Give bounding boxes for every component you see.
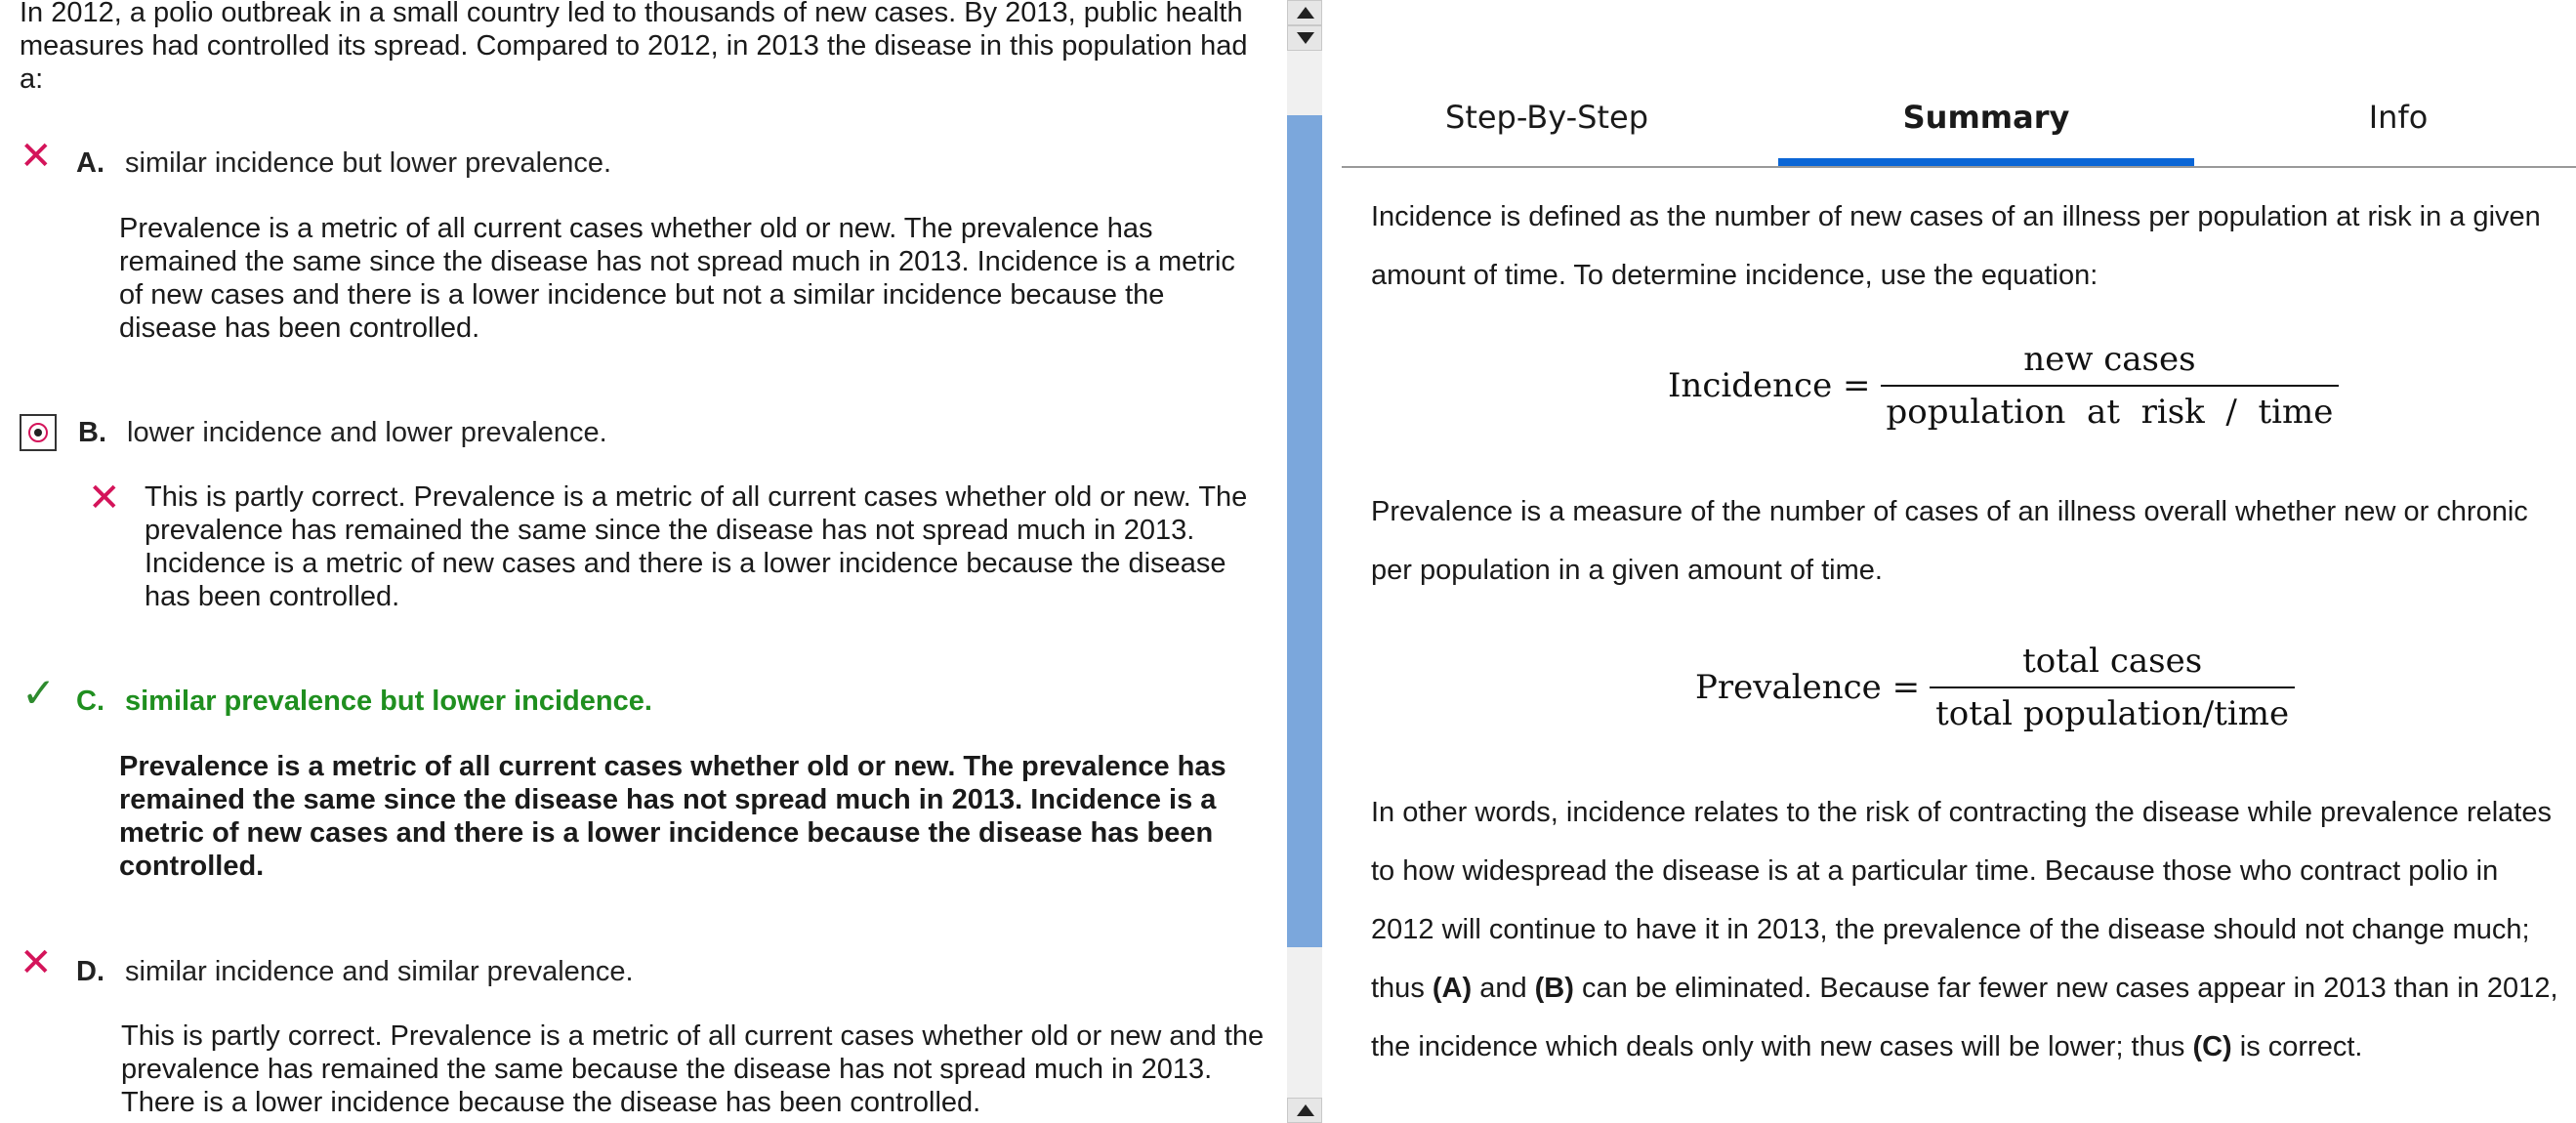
tab-summary[interactable]: Summary (1902, 99, 2070, 136)
question-panel (0, 0, 1287, 1119)
tab-step-by-step[interactable]: Step-By-Step (1445, 99, 1648, 136)
option-c-explanation: Prevalence is a metric of all current cases whether old or new. The prevalence has remained the same since the disease has not spread much in 2013. Incidence is a metric of new cases and there is a lower incidence because the disease has been controlled. (119, 751, 1226, 882)
summary-paragraph-2: Prevalence is a measure of the number of cases of an illness overall whether new or chronic per population in a given amount of time. (1371, 496, 2528, 586)
incidence-formula (1668, 340, 2339, 432)
wrong-x-icon: ✕ (88, 477, 121, 520)
choice-ref-a: (A) (1432, 973, 1473, 1004)
prevalence-numerator: total cases (2022, 642, 2203, 681)
summary-paragraph-1: Incidence is defined as the number of new cases of an illness per population at risk in a given amount of time. To determine incidence, use the equation: (1371, 201, 2541, 291)
option-a-text[interactable]: similar incidence but lower prevalence. (125, 147, 612, 179)
active-tab-indicator (1778, 158, 2194, 166)
summary-p3-text: and (1472, 973, 1535, 1004)
summary-p3-text: can be eliminated. Because far fewer new cases appear in 2013 than in 2012, the incidence which deals only with new cases will be lower; thus (1371, 973, 2558, 1062)
prevalence-formula-lhs: Prevalence = (1695, 668, 1921, 707)
tab-info[interactable]: Info (2368, 99, 2429, 136)
arrow-up-icon (1297, 1104, 1314, 1116)
explanation-panel (1322, 0, 2576, 1119)
arrow-up-icon (1297, 7, 1314, 19)
wrong-x-icon: ✕ (20, 941, 53, 984)
option-d-text[interactable]: similar incidence and similar prevalence. (125, 956, 634, 987)
incidence-denominator: population at risk / time (1881, 385, 2340, 432)
option-c-text[interactable]: similar prevalence but lower incidence. (125, 686, 652, 717)
option-a-letter: A. (76, 147, 104, 179)
incidence-numerator: new cases (2023, 340, 2196, 379)
incidence-formula-lhs: Incidence = (1668, 366, 1871, 405)
prevalence-denominator: total population/time (1930, 686, 2295, 733)
scrollbar[interactable] (1287, 0, 1322, 1119)
scrollbar-thumb[interactable] (1287, 115, 1322, 947)
option-d-explanation: This is partly correct. Prevalence is a metric of all current cases whether old or new and the prevalence has remained the same because the disease has not spread much in 2013. There is a lower incidence because the disease has been controlled. (121, 1020, 1265, 1118)
option-c-letter: C. (76, 686, 104, 717)
selected-radio-button[interactable] (20, 414, 57, 451)
summary-paragraph-3 (1371, 783, 2562, 1076)
choice-ref-b: (B) (1534, 973, 1574, 1004)
radio-ring-icon (28, 423, 48, 442)
summary-p3-text: is correct. (2231, 1031, 2363, 1062)
wrong-x-icon: ✕ (20, 135, 53, 178)
scroll-up-button[interactable] (1287, 0, 1322, 25)
arrow-down-icon (1297, 32, 1314, 44)
tab-bar (1342, 78, 2576, 168)
summary-p3-text: In other words, incidence relates to the risk of contracting the disease while prevalence relates to how widespread the disease is at a particular time. Because those who contract polio in 2012 will continue to have it in 2013, the prevalence of the disease should not change much; thus (1371, 797, 2552, 1004)
question-text: In 2012, a polio outbreak in a small country led to thousands of new cases. By 2013, public health measures had controlled its spread. Compared to 2012, in 2013 the disease in this population had a: (20, 0, 1248, 95)
option-a-explanation: Prevalence is a metric of all current cases whether old or new. The prevalence has remained the same since the disease has not spread much in 2013. Incidence is a metric of new cases and there is a lower incidence but not a similar incidence because the disease has been controlled. (119, 213, 1235, 344)
option-b-text[interactable]: lower incidence and lower prevalence. (127, 417, 607, 448)
option-b-explanation: This is partly correct. Prevalence is a metric of all current cases whether old or new. The prevalence has remained the same since the disease has not spread much in 2013. Incidence is a metric of new cases and there is a lower incidence because the disease has been controlled. (145, 481, 1248, 612)
choice-ref-c: (C) (2192, 1031, 2232, 1062)
option-d-letter: D. (76, 956, 104, 987)
scroll-up-button-bottom[interactable] (1287, 1098, 1322, 1123)
option-b-letter: B. (78, 417, 106, 448)
scroll-down-button[interactable] (1287, 25, 1322, 51)
prevalence-formula (1695, 642, 2295, 733)
correct-check-icon: ✓ (21, 670, 57, 716)
